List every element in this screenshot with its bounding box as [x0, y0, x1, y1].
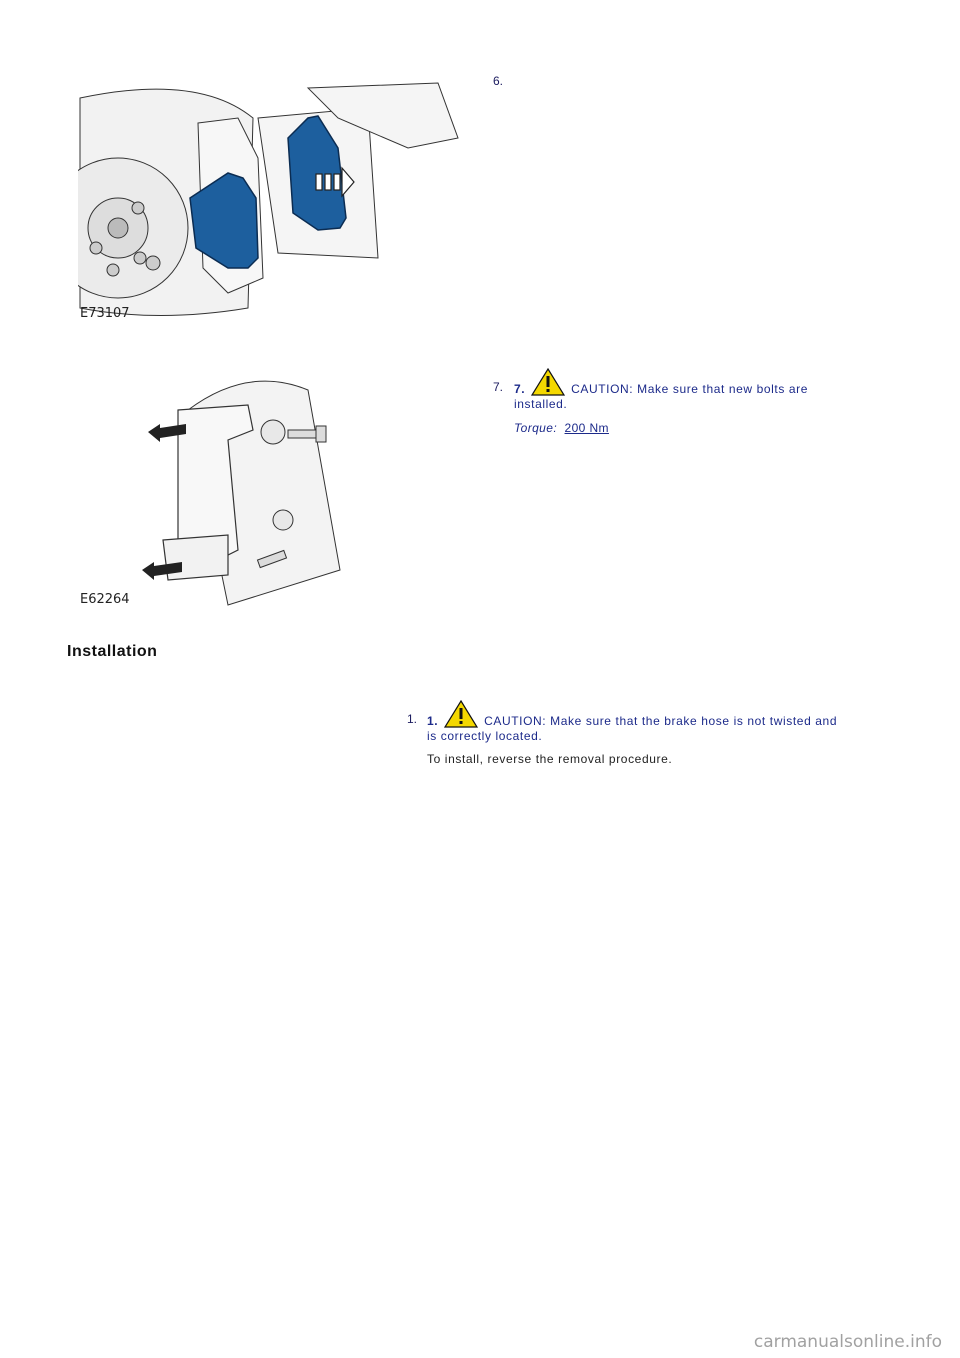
- figure-label: E73107: [80, 306, 130, 321]
- install-step-1-body: To install, reverse the removal procedure.: [427, 752, 673, 766]
- install-step-1-caution-text-2: is correctly located.: [427, 729, 543, 743]
- step-7-caution: [514, 368, 874, 412]
- watermark-footer: carmanualsonline.info: [753, 1332, 942, 1352]
- install-step-1-bold-number: 1.: [427, 714, 439, 728]
- figure-label: E62264: [80, 592, 130, 607]
- step-7-caution-text: CAUTION: Make sure that new bolts are: [571, 382, 809, 396]
- install-step-1-caution-text: CAUTION: Make sure that the brake hose is not twisted and: [484, 714, 838, 728]
- brake-pads-illustration: [78, 78, 460, 324]
- caliper-bracket-illustration: [78, 370, 346, 612]
- step-7-torque: [514, 421, 609, 435]
- step-7-bold-number: 7.: [514, 382, 526, 396]
- torque-label: Torque:: [514, 421, 558, 435]
- step-number-6: 6.: [493, 74, 504, 88]
- step-number-7: 7.: [493, 380, 504, 394]
- figure-brake-pads: [78, 78, 460, 324]
- torque-value: 200 Nm: [564, 421, 609, 435]
- section-heading-installation: Installation: [67, 643, 158, 660]
- warning-triangle-icon: [531, 368, 565, 396]
- step-7-caution-text-2: installed.: [514, 397, 568, 411]
- figure-caliper-bracket: [78, 370, 346, 612]
- install-step-1-caution: [427, 700, 897, 744]
- step-number-1: 1.: [407, 712, 418, 726]
- warning-triangle-icon: [444, 700, 478, 728]
